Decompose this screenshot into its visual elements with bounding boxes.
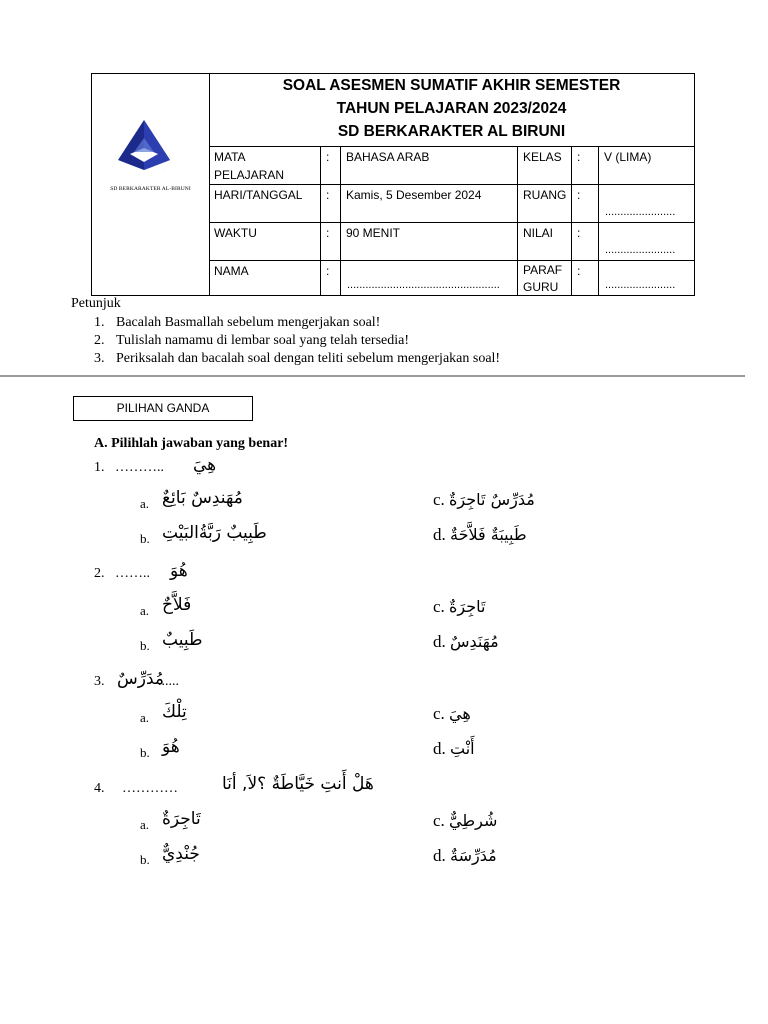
label-nama: NAMA (209, 260, 321, 295)
question-3-dots: ...... (158, 674, 179, 689)
option-letter: a. (140, 496, 150, 511)
colon: : (321, 184, 341, 222)
title-line-2: TAHUN PELAJARAN 2023/2024 (336, 100, 567, 117)
option-letter: b. (140, 852, 150, 867)
colon: : (572, 260, 599, 295)
label-nilai: NILAI (518, 222, 572, 260)
fill-line: ....................... (605, 244, 676, 256)
question-1-arabic: هِيَ (193, 455, 217, 475)
fill-line: ....................... (605, 206, 676, 218)
question-4-option-a: تَاجِرَةٌ (162, 809, 201, 829)
option-letter: a. (140, 710, 150, 725)
colon: : (572, 146, 599, 184)
label-ruang: RUANG (518, 184, 572, 222)
question-3-option-c: c. هِيَ (433, 704, 471, 723)
option-letter: b. (140, 531, 150, 546)
colon: : (321, 222, 341, 260)
question-2-option-d: d. مُهَنَدِسٌ (433, 632, 499, 651)
question-1-option-d: d. طَبِيبَةٌ فَلاَّحَةٌ (433, 525, 527, 544)
colon: : (321, 146, 341, 184)
header-table (91, 73, 695, 296)
question-3-option-d: d. أَنْتِ (433, 739, 475, 758)
option-letter: a. (140, 603, 150, 618)
question-4-option-c: c. شُرطِيٌّ (433, 811, 498, 830)
question-1-option-a: مُهَندِسٌ بَائِعٌ (162, 488, 243, 508)
question-2-option-b: طَبِيبٌ (162, 630, 203, 650)
section-box-pilihan-ganda: PILIHAN GANDA (73, 396, 253, 421)
title-box (209, 74, 694, 147)
info-row-name (209, 260, 694, 295)
logo-cell (92, 74, 210, 295)
instruction-item: 2. Tulislah namamu di lembar soal yang telah tersedia! (94, 333, 410, 348)
value-kelas: V (LIMA) (604, 150, 652, 164)
option-letter: b. (140, 745, 150, 760)
label-waktu: WAKTU (209, 222, 321, 260)
info-grid (209, 146, 694, 295)
option-letter: a. (140, 817, 150, 832)
info-row-date (209, 184, 694, 223)
option-letter: b. (140, 638, 150, 653)
label-mata-pelajaran: MATA PELAJARAN (209, 146, 321, 184)
value-nilai (599, 222, 694, 260)
label-hari-tanggal: HARI/TANGGAL (209, 184, 321, 222)
instructions-heading: Petunjuk (71, 296, 121, 311)
question-2-arabic: هُوَ (170, 561, 188, 581)
fill-line: ....................... (605, 279, 676, 291)
title-line-3: SD BERKARAKTER AL BIRUNI (337, 123, 566, 140)
logo-caption: SD BERKARAKTER AL-BIRUNI (110, 186, 191, 192)
question-4-option-d: d. مُدَرِّسَةٌ (433, 846, 497, 865)
question-1-stem: 1. ……….. (94, 460, 164, 475)
info-row-subject (209, 146, 694, 185)
value-mata-pelajaran: BAHASA ARAB (341, 146, 518, 184)
title-line-1: SOAL ASESMEN SUMATIF AKHIR SEMESTER (282, 77, 621, 94)
value-ruang (599, 184, 694, 222)
question-1-option-b: طَبِيبٌ رَبَّةُالبَيْتِ (162, 523, 267, 543)
colon: : (321, 260, 341, 295)
question-2-option-c: c. تَاجِرَةٌ (433, 597, 486, 616)
question-3-option-b: هُوَ (162, 737, 180, 757)
instruction-item: 3. Periksalah dan bacalah soal dengan teliti sebelum mengerjakan soal! (94, 351, 501, 366)
question-3-arabic: مُدَرِّسٌ (117, 669, 164, 689)
section-a-heading: A. Pilihlah jawaban yang benar! (94, 436, 289, 451)
colon: : (572, 184, 599, 222)
question-2-option-a: فَلاَّحٌ (162, 595, 192, 615)
name-fill-line: .................................................. (347, 279, 500, 291)
question-4-stem: 4. ………… (94, 781, 178, 796)
question-4-option-b: جُنْدِيٌّ (162, 844, 200, 864)
value-nama (341, 260, 518, 295)
colon: : (572, 222, 599, 260)
info-row-time (209, 222, 694, 261)
label-paraf-guru: PARAF GURU (518, 260, 572, 295)
question-2-stem: 2. …….. (94, 566, 150, 581)
value-hari-tanggal: Kamis, 5 Desember 2024 (341, 184, 518, 222)
value-waktu: 90 MENIT (341, 222, 518, 260)
divider (0, 375, 745, 377)
question-1-option-c: c. مُدَرِّسٌ تَاجِرَةٌ (433, 490, 535, 509)
instruction-item: 1. Bacalah Basmallah sebelum mengerjakan soal! (94, 315, 381, 330)
value-paraf-guru (599, 260, 694, 295)
question-3-stem: 3. (94, 674, 105, 689)
question-4-arabic: هَلْ أَنتِ خَيَّاطَةٌ ؟لاَ, أنَا (222, 774, 374, 794)
school-logo-icon (110, 108, 192, 186)
question-3-option-a: تِلْكَ (162, 702, 187, 722)
label-kelas: KELAS (518, 146, 572, 184)
